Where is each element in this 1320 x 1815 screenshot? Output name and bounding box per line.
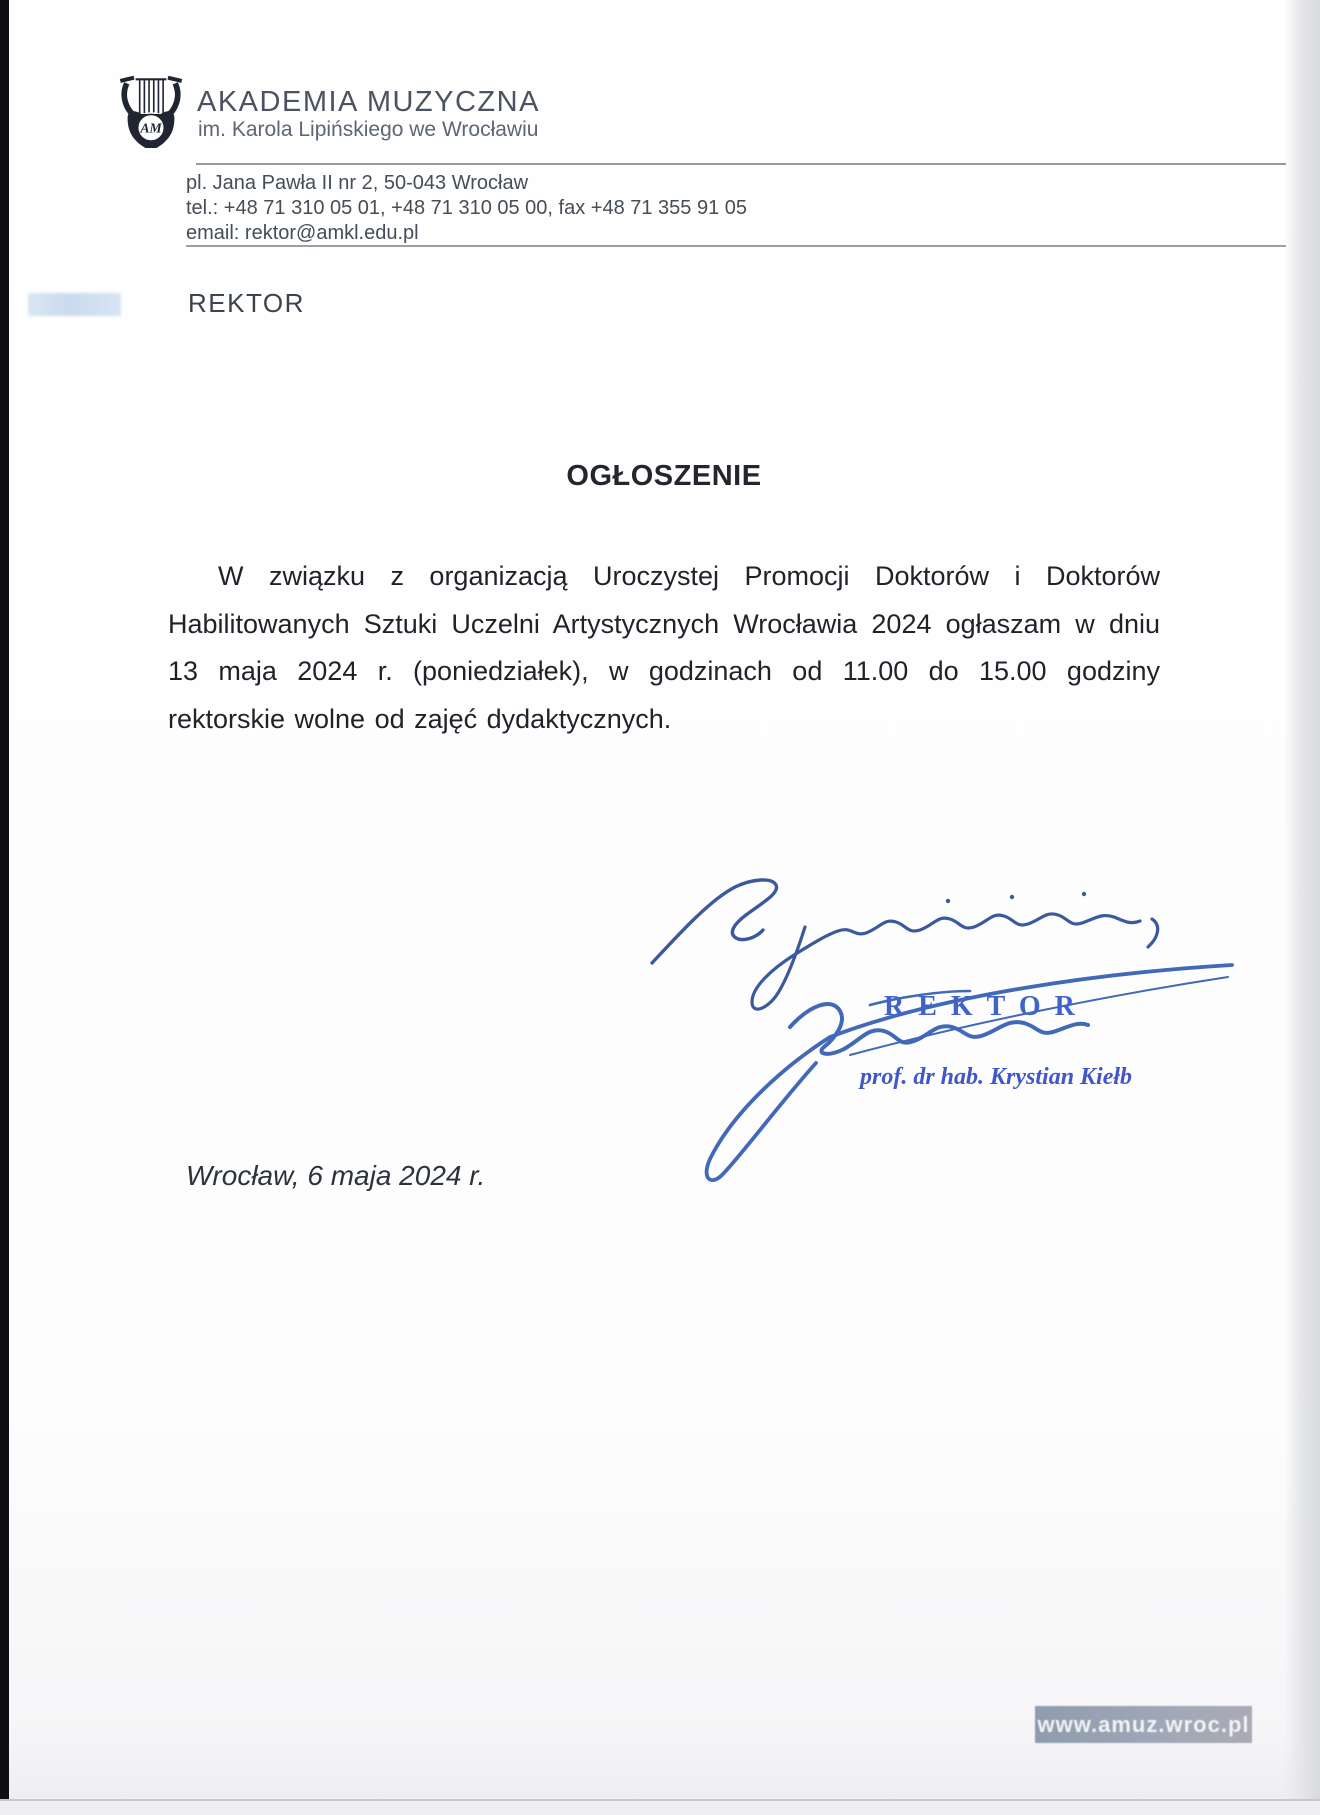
lyre-logo-icon xyxy=(110,68,192,152)
website-watermark: www.amuz.wroc.pl xyxy=(1035,1706,1252,1743)
scan-highlight-artifact xyxy=(28,293,121,316)
divider-bottom xyxy=(186,245,1286,247)
address-block xyxy=(186,171,747,246)
scan-edge-right xyxy=(1284,0,1320,1815)
scan-edge-bottom xyxy=(0,1799,1320,1815)
closing-handwriting-strokes xyxy=(652,880,1158,1009)
scan-edge-left xyxy=(0,0,9,1815)
rektor-stamp-name: prof. dr hab. Krystian Kiełb xyxy=(860,1064,1133,1090)
logo-monogram: AM xyxy=(140,120,162,136)
org-subtitle: im. Karola Lipińskiego we Wrocławiu xyxy=(198,118,539,141)
rektor-stamp-title: REKTOR xyxy=(884,991,1089,1022)
sender-label: REKTOR xyxy=(188,288,305,318)
announcement-title: OGŁOSZENIE xyxy=(566,460,762,492)
address-line: pl. Jana Pawła II nr 2, 50-043 Wrocław xyxy=(186,172,529,194)
divider-top xyxy=(196,163,1286,165)
announcement-body: W związku z organizacją Uroczystej Promocji Doktorów i Doktorów Habilitowanych Sztuki Uczelni Artystycznych Wrocławia 2024 ogłaszam w dniu 13 maja 2024 r. (poniedziałek), w godzinach od 11.00 do 15.00 godziny rektorskie wolne od zajęć dydaktycznych. xyxy=(168,561,1160,734)
email-line: email: rektor@amkl.edu.pl xyxy=(186,222,419,244)
org-name: AKADEMIA MUZYCZNA xyxy=(197,86,540,118)
phone-fax-line: tel.: +48 71 310 05 01, +48 71 310 05 00, fax +48 71 355 91 05 xyxy=(186,197,748,219)
place-date-line: Wrocław, 6 maja 2024 r. xyxy=(186,1160,486,1191)
